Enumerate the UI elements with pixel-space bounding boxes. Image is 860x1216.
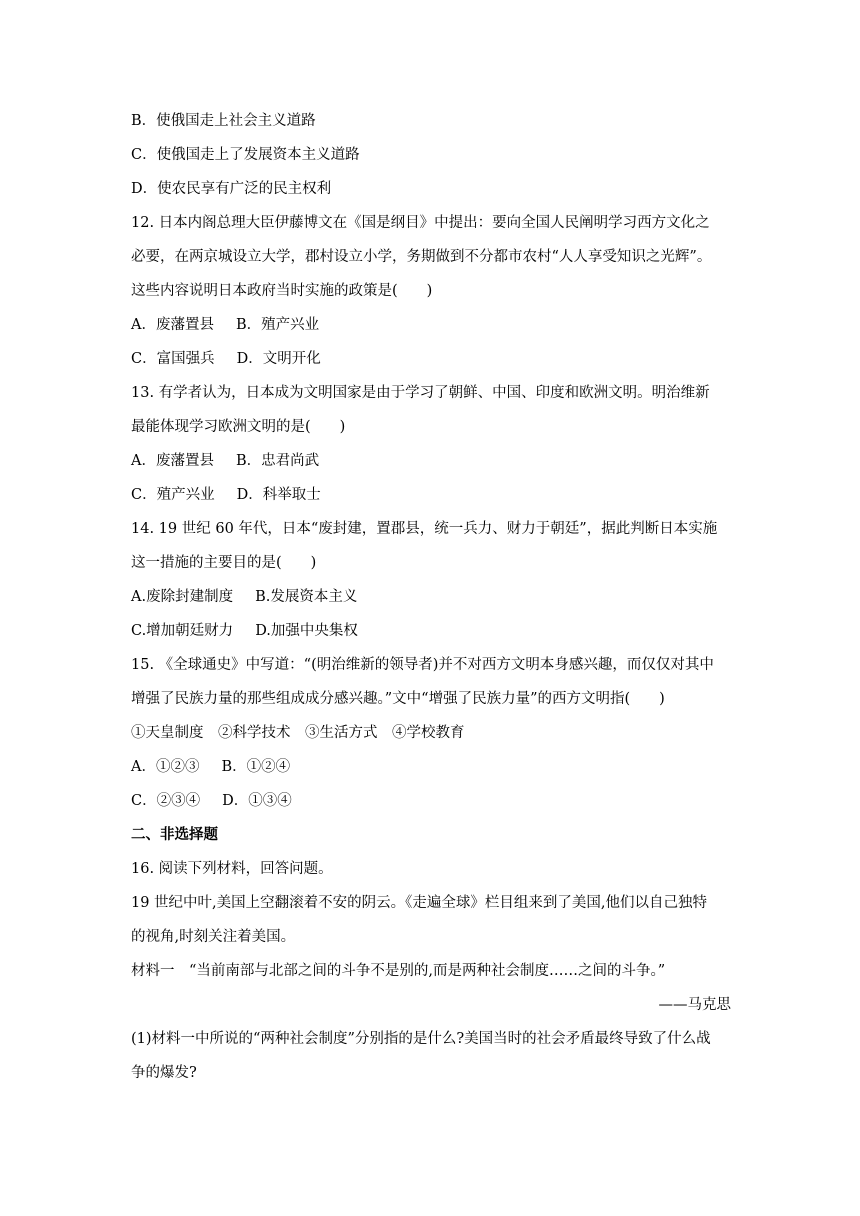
q14-stem-line-1: 14. 19 世纪 60 年代，日本“废封建，置郡县，统一兵力、财力于朝廷”，据此判断日本实施 [131,521,718,537]
q13-option-b: B．忠君尚武 [235,453,320,469]
q14-option-c: C.增加朝廷财力 [131,623,234,639]
q15-items: ①天皇制度 ②科学技术 ③生活方式 ④学校教育 [131,725,465,741]
q14-option-a: A.废除封建制度 [131,589,234,605]
q13-option-d: D．科举取士 [236,487,321,503]
q12-stem-line-1: 12. 日本内阁总理大臣伊藤博文在《国是纲目》中提出：要向全国人民阐明学习西方文化之 [131,215,710,231]
q14-option-b: B.发展资本主义 [255,589,358,605]
q15-stem-line-1: 15. 《全球通史》中写道：“(明治维新的领导者)并不对西方文明本身感兴趣，而仅仅对其中 [131,657,714,673]
q14-options-row-2 [131,614,731,648]
q14-options-row-1 [131,580,731,614]
q16-material-1: 材料一 “当前南部与北部之间的斗争不是别的,而是两种社会制度……之间的斗争。” [131,963,666,979]
q13-stem-line-2: 最能体现学习欧洲文明的是( ) [131,419,346,435]
q12-option-c: C．富国强兵 [131,351,215,367]
q16-sub1-line-1: (1)材料一中所说的“两种社会制度”分别指的是什么?美国当时的社会矛盾最终导致了什么战 [131,1031,711,1047]
exam-page [131,104,731,1090]
q13-stem-line-1: 13. 有学者认为，日本成为文明国家是由于学习了朝鲜、中国、印度和欧洲文明。明治维新 [131,385,710,401]
q11-option-d: D．使农民享有广泛的民主权利 [131,181,332,197]
section-heading-non-choice: 二、非选择题 [131,827,218,843]
q15-option-b: B．①②④ [221,759,291,775]
q12-option-b: B．殖产兴业 [235,317,320,333]
q13-options-row-2 [131,478,731,512]
q15-stem-line-2: 增强了民族力量的那些组成成分感兴趣。”文中“增强了民族力量”的西方文明指( ) [131,691,665,707]
q15-options-row-1 [131,750,731,784]
q13-options-row-1 [131,444,731,478]
q12-stem-line-3: 这些内容说明日本政府当时实施的政策是( ) [131,283,433,299]
q15-option-a: A．①②③ [131,759,200,775]
q12-option-a: A．废藩置县 [131,317,214,333]
q16-sub1-line-2: 争的爆发? [131,1065,197,1081]
q15-option-c: C．②③④ [131,793,201,809]
q12-options-row-2 [131,342,731,376]
q12-option-d: D．文明开化 [236,351,321,367]
q15-option-d: D．①③④ [222,793,292,809]
q12-stem-line-2: 必要，在两京城设立大学，郡村设立小学，务期做到不分都市农村“人人享受知识之光辉”。 [131,249,712,265]
q15-options-row-2 [131,784,731,818]
q14-stem-line-2: 这一措施的主要目的是( ) [131,555,317,571]
q16-intro-line-1: 19 世纪中叶,美国上空翻滚着不安的阴云。《走遍全球》栏目组来到了美国,他们以自己独特 [131,895,708,911]
q13-option-a: A．废藩置县 [131,453,214,469]
q11-option-c: C．使俄国走上了发展资本主义道路 [131,147,360,163]
q16-intro-line-2: 的视角,时刻关注着美国。 [131,929,296,945]
q13-option-c: C．殖产兴业 [131,487,215,503]
q12-options-row-1 [131,308,731,342]
q11-option-b: B．使俄国走上社会主义道路 [131,113,316,129]
q16-stem: 16. 阅读下列材料，回答问题。 [131,861,333,877]
q16-material-source: ——马克思 [658,997,731,1013]
q14-option-d: D.加强中央集权 [255,623,358,639]
